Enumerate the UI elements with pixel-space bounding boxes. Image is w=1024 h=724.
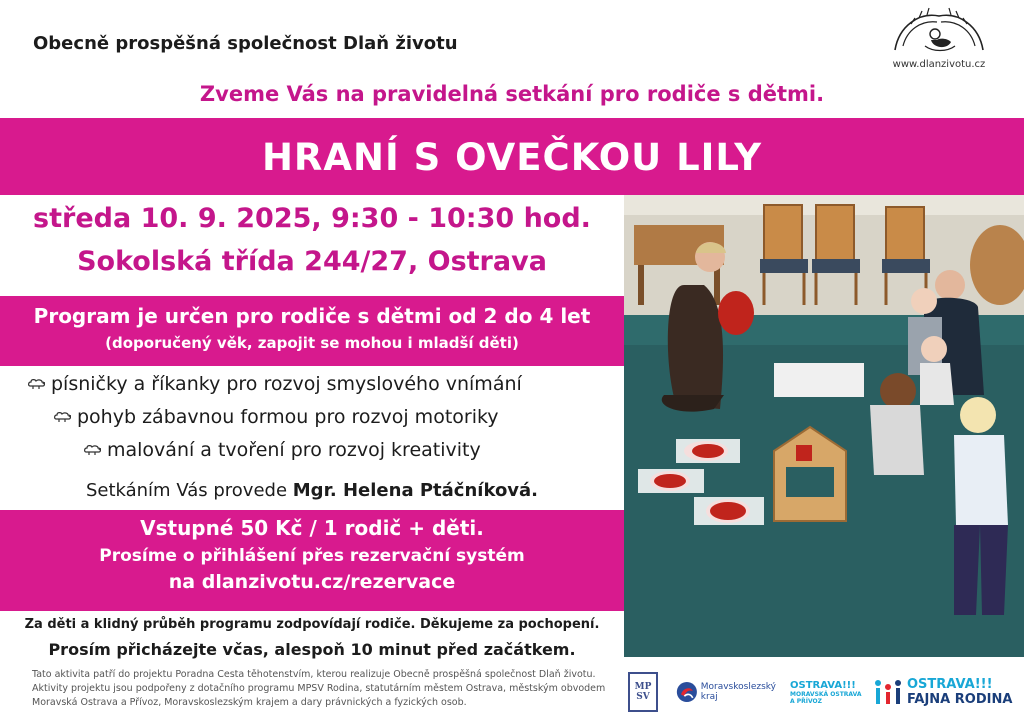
org-name: Obecně prospěšná společnost Dlaň životu: [33, 33, 458, 54]
list-item: [53, 406, 499, 428]
event-date: středa 10. 9. 2025, 9:30 - 10:30 hod.: [33, 203, 591, 234]
guide-name: Mgr. Helena Ptáčníková.: [292, 480, 539, 501]
playgroup-photo-image: [624, 195, 1024, 657]
moravskoslezsky-kraj-logo[interactable]: [676, 672, 776, 712]
guide-line: [0, 480, 624, 501]
footer-text: [32, 668, 622, 710]
fajna-rodina-text: OSTRAVA!!!: [907, 677, 993, 692]
ostrava-logo-subtext: MORAVSKÁ OSTRAVA: [790, 690, 862, 698]
responsibility-note: Za děti a klidný průběh programu zodpovídají rodiče. Děkujeme za pochopení.: [24, 617, 600, 632]
dlan-zivotu-logo[interactable]: [886, 6, 992, 74]
hands-baby-icon: [889, 6, 989, 58]
program-note: (doporučený věk, zapojit se mohou i mladší děti): [105, 334, 519, 352]
sheep-icon: [83, 443, 103, 457]
ostrava-logo-subtext: A PŘÍVOZ: [790, 697, 822, 705]
program-target: Program je určen pro rodiče s dětmi od 2 do 4 let: [33, 304, 591, 328]
mpsv-logo-text: SV: [636, 692, 650, 702]
kraj-logo-line: Moravskoslezský: [700, 682, 776, 692]
ostrava-fajna-rodina-logo[interactable]: [873, 672, 1023, 712]
kraj-swirl-icon: [676, 679, 698, 705]
event-title: HRANÍ S OVEČKOU LILY: [261, 136, 763, 179]
registration-note: Prosíme o přihlášení přes rezervační systém: [99, 546, 525, 566]
title-band: [0, 118, 1024, 195]
list-item: [27, 373, 522, 395]
fee-band: [0, 510, 624, 611]
logo-url[interactable]: www.dlanzivotu.cz: [892, 59, 986, 70]
kraj-logo-text: [701, 682, 776, 702]
sheep-icon: [27, 377, 47, 391]
fee-price: Vstupné 50 Kč / 1 rodič + děti.: [140, 516, 484, 540]
bullet-text: malování a tvoření pro rozvoj kreativity: [107, 439, 481, 461]
bullet-text: písničky a říkanky pro rozvoj smyslového vnímání: [51, 373, 522, 395]
mpsv-logo-text: MP: [634, 682, 652, 692]
family-icon: [873, 679, 903, 705]
fajna-rodina-text: FAJNA RODINA: [907, 692, 1013, 707]
registration-link[interactable]: na dlanzivotu.cz/rezervace: [168, 571, 456, 593]
sheep-icon: [53, 410, 73, 424]
guide-prefix: Setkáním Vás provede: [85, 480, 293, 501]
mpsv-logo[interactable]: [628, 672, 658, 712]
program-band: [0, 296, 624, 366]
arrival-note: Prosím přicházejte včas, alespoň 10 minut před začátkem.: [48, 640, 576, 659]
ostrava-obvod-logo[interactable]: [790, 672, 870, 712]
footer-line: Tato aktivita patří do projektu Poradna Cesta těhotenstvím, kterou realizuje Obecně prospěšná společnost Dlaň životu.: [32, 669, 596, 680]
event-place: Sokolská třída 244/27, Ostrava: [77, 246, 547, 277]
invite-heading: Zveme Vás na pravidelná setkání pro rodiče s dětmi.: [199, 82, 825, 106]
list-item: [83, 439, 481, 461]
footer-line: Moravská Ostrava a Přívoz, Moravskoslezským krajem a dary právnických a fyzických osob.: [32, 697, 467, 708]
event-photo: [624, 195, 1024, 657]
bullet-text: pohyb zábavnou formou pro rozvoj motoriky: [77, 406, 499, 428]
ostrava-logo-text: OSTRAVA!!!: [790, 679, 856, 691]
kraj-logo-line: kraj: [700, 692, 718, 702]
footer-line: Aktivity projektu jsou podpořeny z dotačního programu MPSV Rodina, statutárním městem Ostrava, městským obvodem: [32, 683, 606, 694]
